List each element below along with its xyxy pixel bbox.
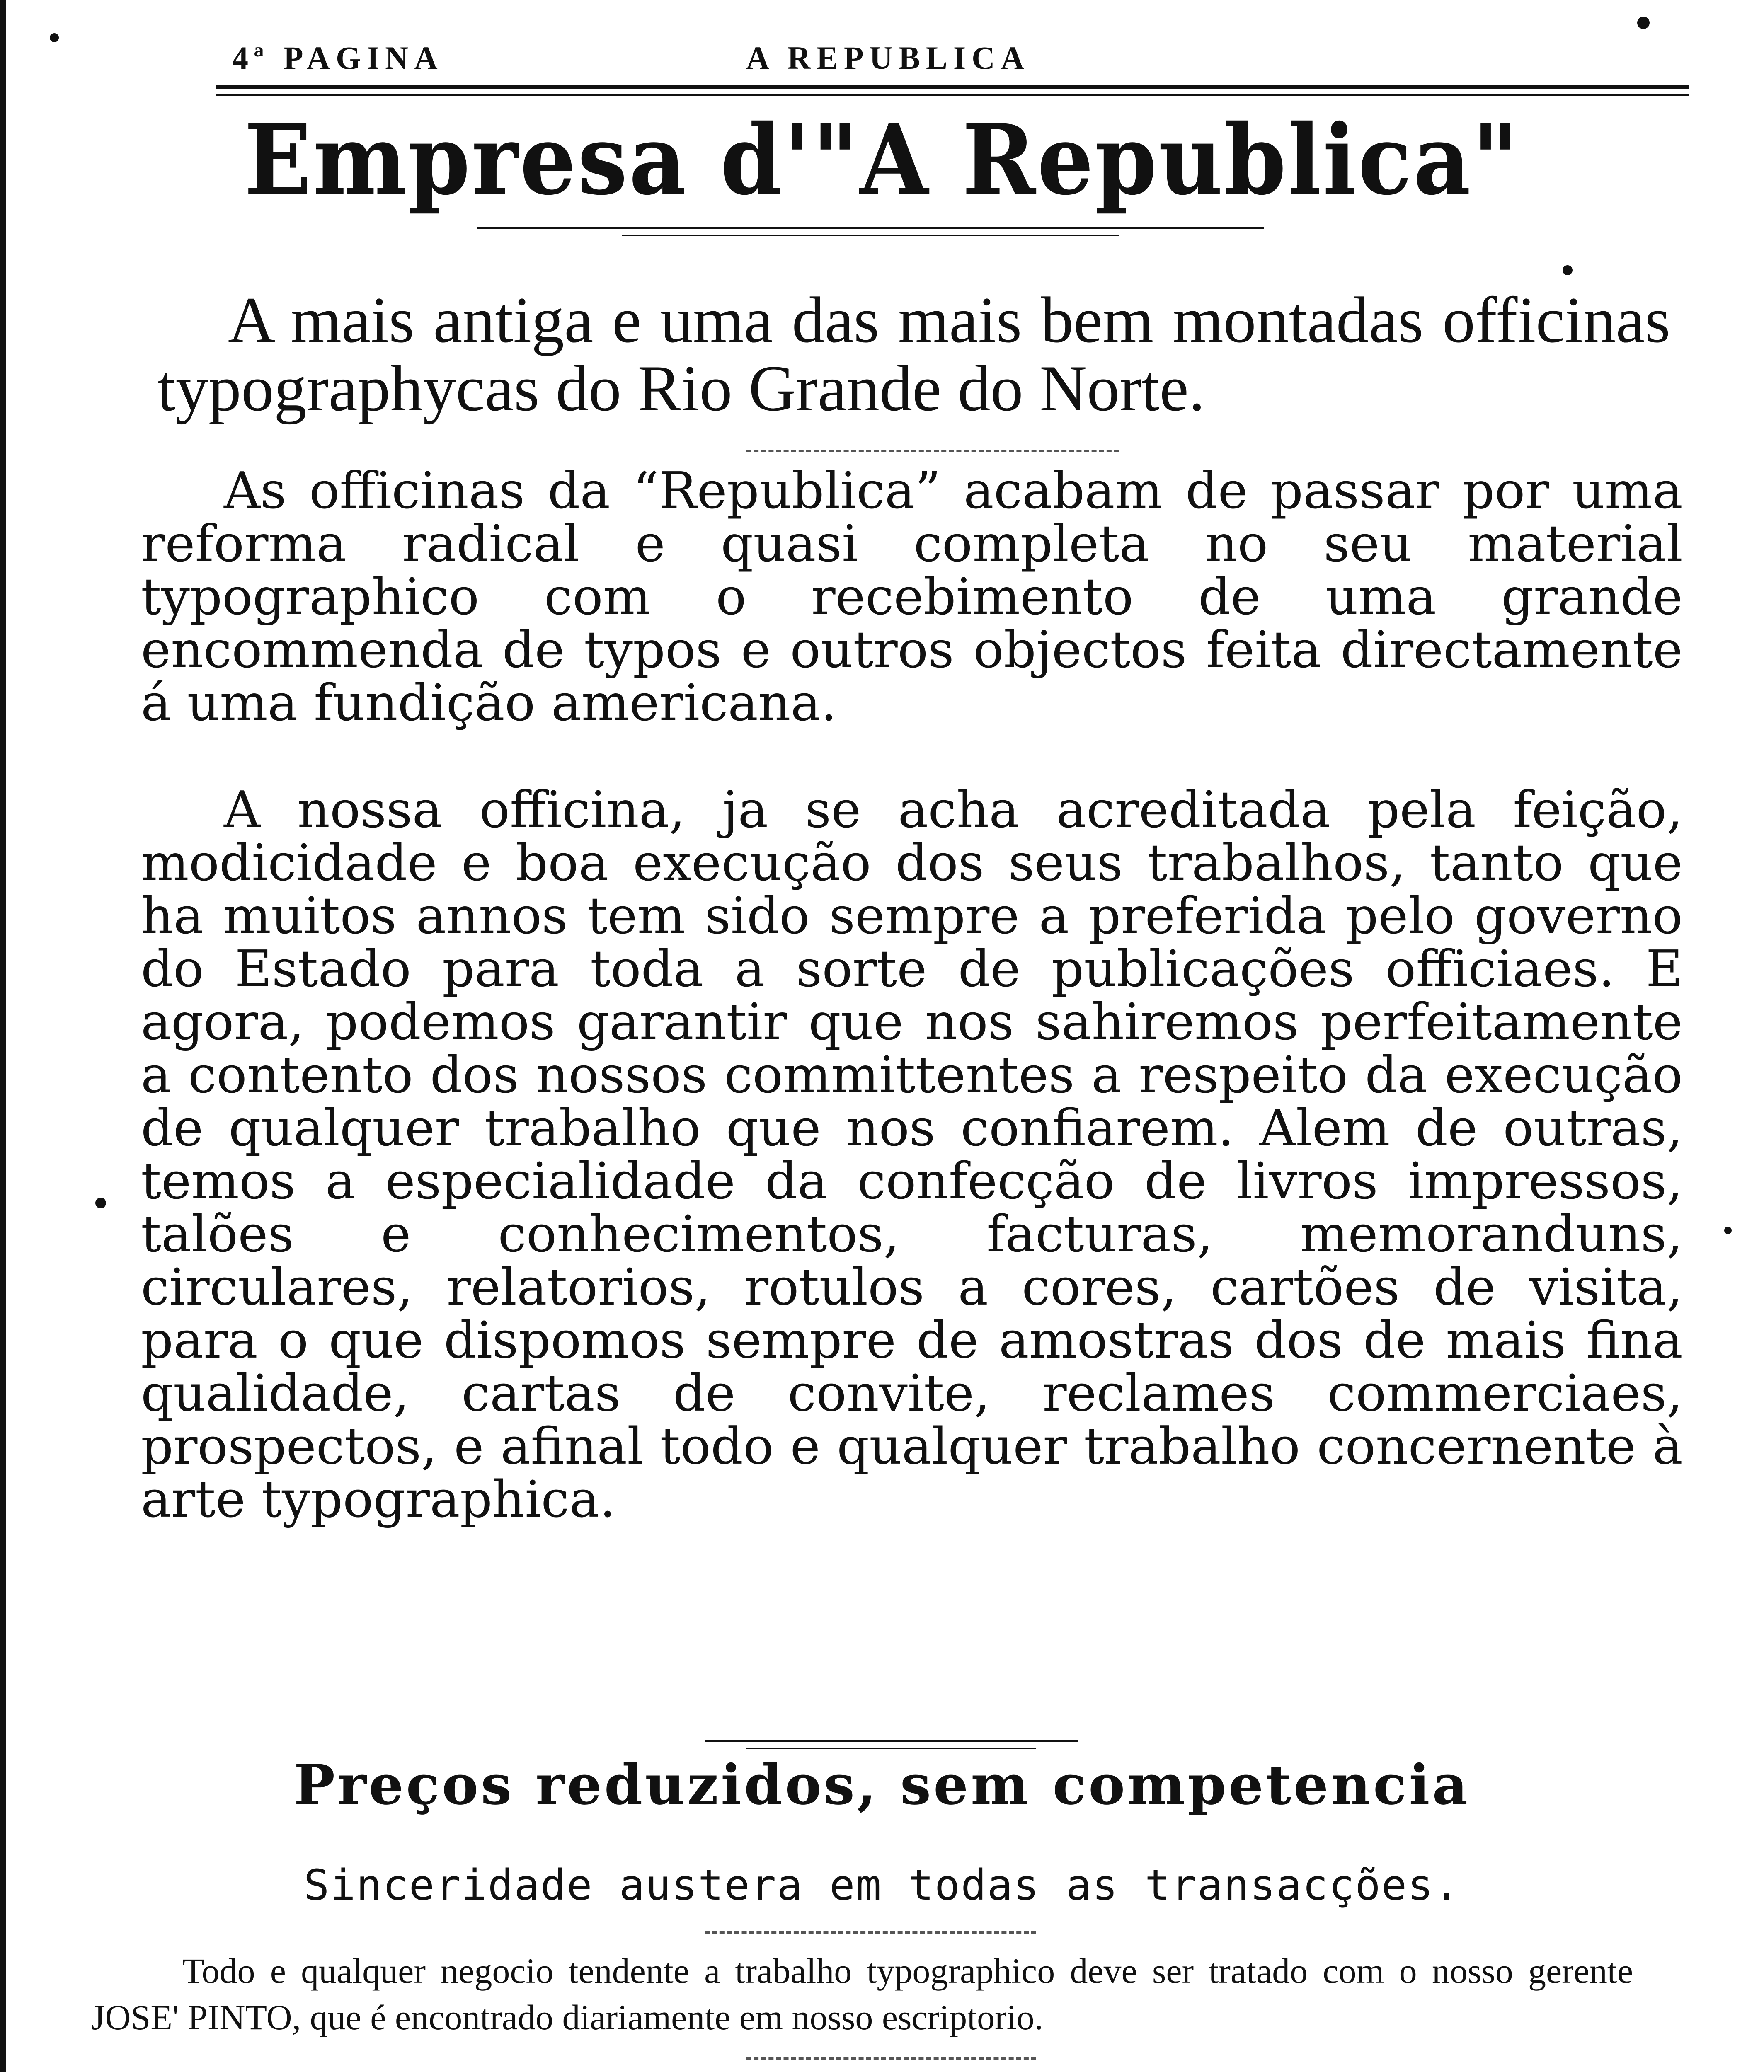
franq-separator <box>746 2057 1036 2060</box>
newspaper-name: A REPUBLICA <box>746 40 1030 76</box>
page-title: Empresa d'"A Republica" <box>244 103 1520 216</box>
ink-speck <box>50 33 59 42</box>
prices-rule-top <box>705 1740 1078 1742</box>
negocio-text: Todo e qualquer negocio tendente a trabalho typographico deve ser tratado com o nosso gerente JOSE' PINTO, que é encontrado diariamente em nosso escriptorio. <box>91 1951 1633 2037</box>
paragraph-reform: As officinas da “Republica” acabam de passar por uma reforma radical e quasi completa no seu material typographico com o recebimento de uma grande encommenda de typos e outros objectos feita directamente á uma fundição americana. <box>141 461 1683 732</box>
ink-speck <box>1637 17 1650 29</box>
ink-speck <box>95 1198 106 1208</box>
header-rule-thick <box>216 85 1689 89</box>
negocio-separator <box>705 1931 1036 1934</box>
title-underline <box>477 227 1264 229</box>
paragraph-office: A nossa officina, ja se acha acreditada pela feição, modicidade e boa execução dos seus trabalhos, tanto que ha muitos annos tem sido sempre a preferida pelo governo do Estado para toda a sorte de publicações officiaes. E agora, podemos garantir que nos sahiremos perfeitamente a contento dos nossos committentes a respeito da execução de qualquer trabalho que nos confiarem. Alem de outras, temos a especialidade da confecção de livros impressos, talões e conhecimentos, facturas, memoranduns, circulares, relatorios, rotulos a cores, cartões de visita, para o que dispomos sempre de amostras dos de mais fina qualidade, cartas de convite, reclames commerciaes, prospectos, e afinal todo e qualquer trabalho concernente à arte typographica. <box>141 780 1683 1529</box>
title-underline-short <box>622 235 1119 236</box>
page-number: 4ª PAGINA <box>232 40 443 76</box>
ink-speck <box>1563 265 1573 275</box>
lead-text: A mais antiga e uma das mais bem montadas officinas typographycas do Rio Grande do Norte. <box>158 284 1670 425</box>
sincerity-line: Sinceridade austera em todas as transacções. <box>303 1861 1460 1910</box>
prices-heading: Preços reduzidos, sem competencia <box>293 1753 1471 1817</box>
lead-separator <box>746 450 1119 452</box>
header-rule-thin <box>216 94 1689 96</box>
ink-speck <box>1724 1227 1732 1234</box>
prices-rule-top-short <box>746 1748 1036 1749</box>
